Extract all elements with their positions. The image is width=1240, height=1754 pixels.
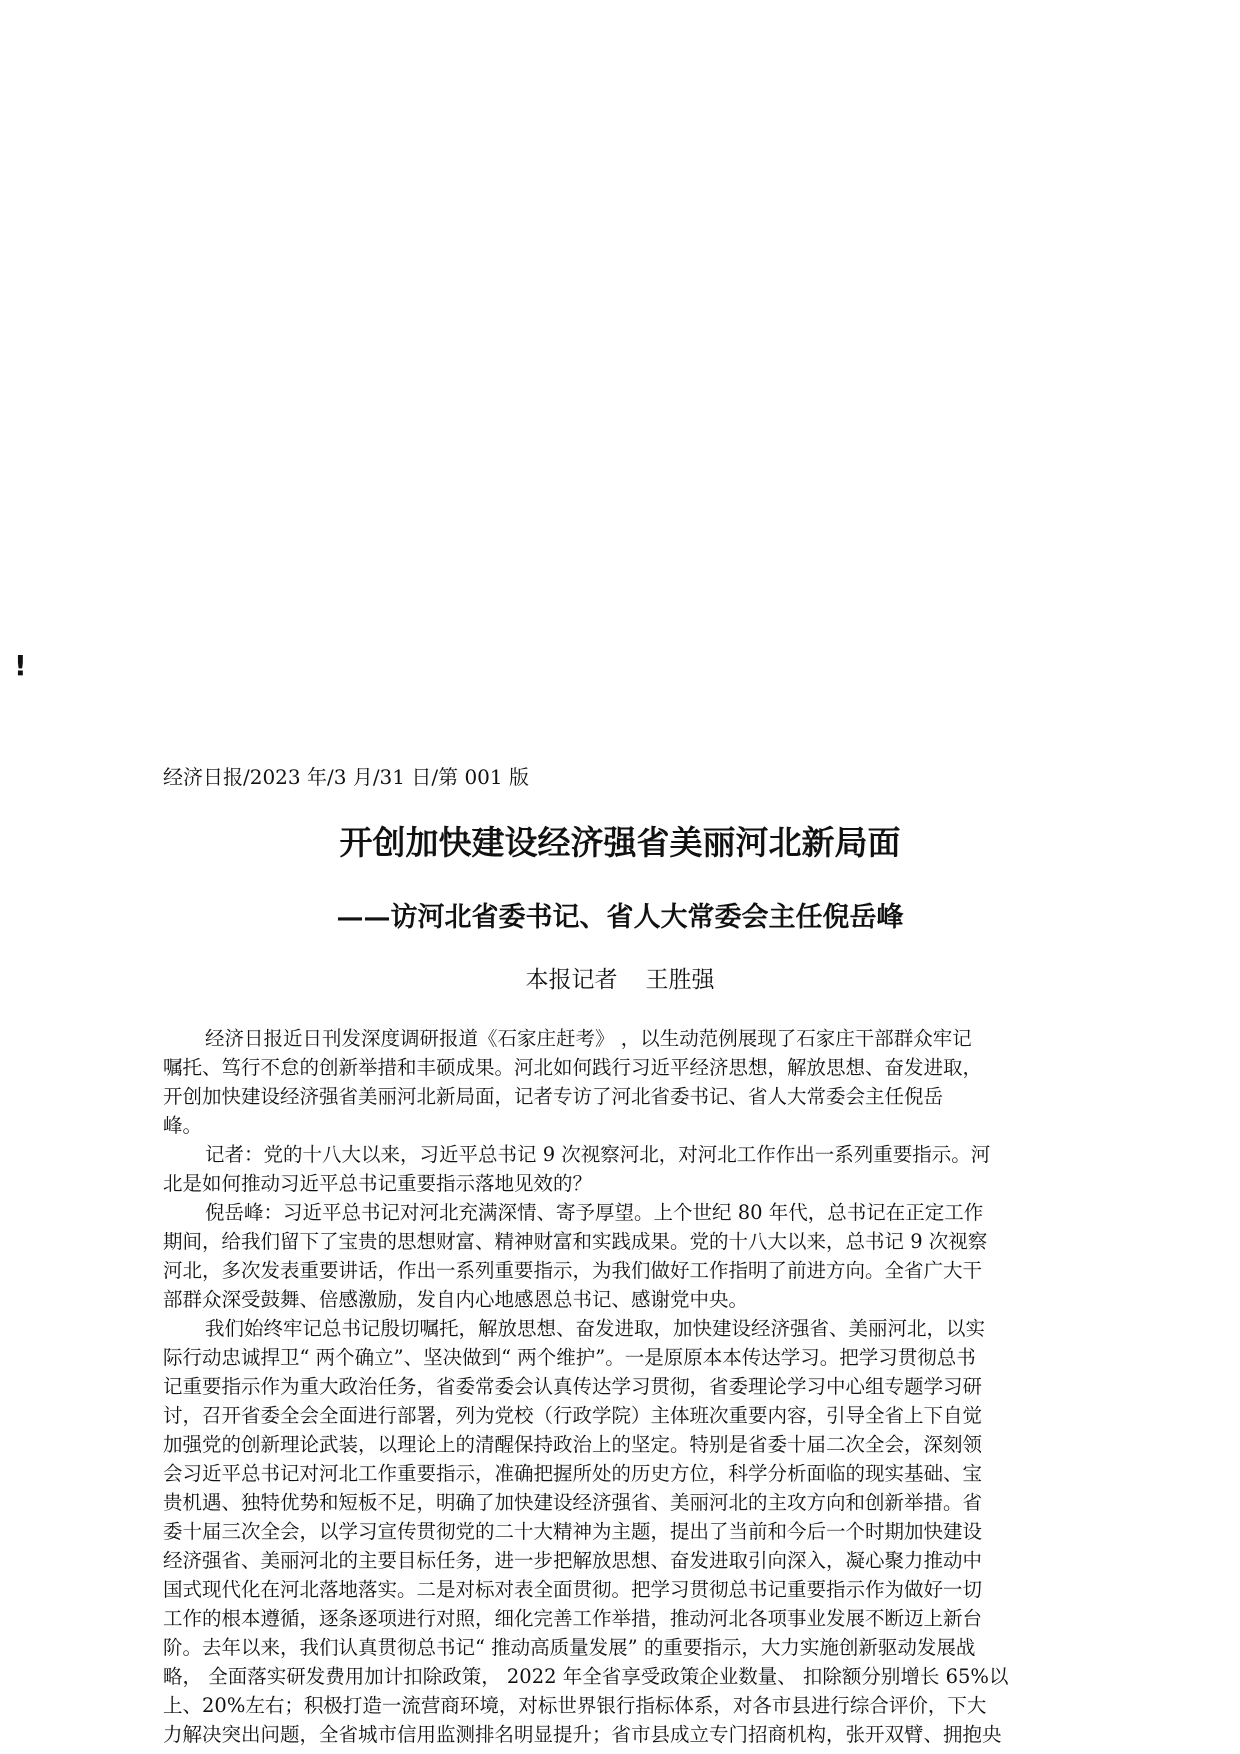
paragraph-line: 际行动忠诚捍卫“ 两个确立”、坚决做到“ 两个维护”。一是原原本本传达学习。把学习贯彻总书 bbox=[163, 1346, 976, 1369]
byline bbox=[0, 962, 1240, 998]
paragraph-line: 倪岳峰：习近平总书记对河北充满深情、寄予厚望。上个世纪 80 年代，总书记在正定工作 bbox=[205, 1201, 984, 1224]
paragraph-line: 记重要指示作为重大政治任务，省委常委会认真传达学习贯彻，省委理论学习中心组专题学习研 bbox=[163, 1375, 983, 1398]
paragraph-line: 加强党的创新理论武装，以理论上的清醒保持政治上的坚定。特别是省委十届二次全会，深刻领 bbox=[163, 1433, 983, 1456]
paragraph bbox=[163, 1198, 1083, 1314]
paragraph-line: 力解决突出问题，全省城市信用监测排名明显提升；省市县成立专门招商机构，张开双臂、拥抱央 bbox=[163, 1723, 1002, 1746]
article-title: 开创加快建设经济强省美丽河北新局面 bbox=[339, 823, 901, 862]
paragraph-line: 部群众深受鼓舞、倍感激励，发自内心地感恩总书记、感谢党中央。 bbox=[163, 1288, 749, 1311]
article-body bbox=[163, 1024, 1083, 1749]
paragraph-line: 国式现代化在河北落地落实。二是对标对表全面贯彻。把学习贯彻总书记重要指示作为做好一切 bbox=[163, 1578, 983, 1601]
paragraph-line: 讨，召开省委全会全面进行部署，列为党校（行政学院）主体班次重要内容，引导全省上下自觉 bbox=[163, 1404, 983, 1427]
paragraph-line: 略， 全面落实研发费用加计扣除政策， 2022 年全省享受政策企业数量、 扣除额分别增长 65%以 bbox=[163, 1665, 1009, 1688]
paragraph-line: 贵机遇、独特优势和短板不足，明确了加快建设经济强省、美丽河北的主攻方向和创新举措。省 bbox=[163, 1491, 983, 1514]
byline-label: 本报记者 bbox=[525, 967, 618, 993]
paragraph-line: 期间，给我们留下了宝贵的思想财富、精神财富和实践成果。党的十八大以来，总书记 9 次视察 bbox=[163, 1230, 988, 1253]
source-line: 经济日报/2023 年/3 月/31 日/第 001 版 bbox=[163, 765, 529, 789]
paragraph-line: 北是如何推动习近平总书记重要指示落地见效的？ bbox=[163, 1172, 593, 1195]
article-subtitle: ——访河北省委书记、省人大常委会主任倪岳峰 bbox=[336, 902, 904, 933]
paragraph-line: 嘱托、笃行不怠的创新举措和丰硕成果。河北如何践行习近平经济思想，解放思想、奋发进取， bbox=[163, 1056, 983, 1079]
paragraph bbox=[163, 1314, 1083, 1749]
paragraph-line: 经济日报近日刊发深度调研报道《石家庄赶考》 ，以生动范例展现了石家庄干部群众牢记 bbox=[205, 1027, 972, 1050]
paragraph bbox=[163, 1024, 1083, 1140]
paragraph-line: 记者：党的十八大以来，习近平总书记 9 次视察河北，对河北工作作出一系列重要指示。河 bbox=[205, 1143, 991, 1166]
paragraph bbox=[163, 1140, 1083, 1198]
paragraph-line: 委十届三次全会，以学习宣传贯彻党的二十大精神为主题，提出了当前和今后一个时期加快建设 bbox=[163, 1520, 983, 1543]
paragraph-line: 阶。去年以来，我们认真贯彻总书记“ 推动高质量发展” 的重要指示，大力实施创新驱动发展战 bbox=[163, 1636, 976, 1659]
paragraph-line: 河北，多次发表重要讲话，作出一系列重要指示，为我们做好工作指明了前进方向。全省广大干 bbox=[163, 1259, 983, 1282]
exclamation-mark: ! bbox=[14, 649, 27, 682]
paragraph-line: 工作的根本遵循，逐条逐项进行对照，细化完善工作举措，推动河北各项事业发展不断迈上新台 bbox=[163, 1607, 983, 1630]
paragraph-line: 会习近平总书记对河北工作重要指示，准确把握所处的历史方位，科学分析面临的现实基础、宝 bbox=[163, 1462, 983, 1485]
paragraph-line: 开创加快建设经济强省美丽河北新局面，记者专访了河北省委书记、省人大常委会主任倪岳 bbox=[163, 1085, 944, 1108]
paragraph-line: 上、20%左右；积极打造一流营商环境，对标世界银行指标体系，对各市县进行综合评价，下大 bbox=[163, 1694, 987, 1717]
paragraph-line: 峰。 bbox=[163, 1114, 203, 1137]
paragraph-line: 经济强省、美丽河北的主要目标任务，进一步把解放思想、奋发进取引向深入，凝心聚力推动中 bbox=[163, 1549, 983, 1572]
paragraph-line: 我们始终牢记总书记殷切嘱托，解放思想、奋发进取，加快建设经济强省、美丽河北，以实 bbox=[205, 1317, 986, 1340]
byline-author: 王胜强 bbox=[645, 967, 715, 993]
